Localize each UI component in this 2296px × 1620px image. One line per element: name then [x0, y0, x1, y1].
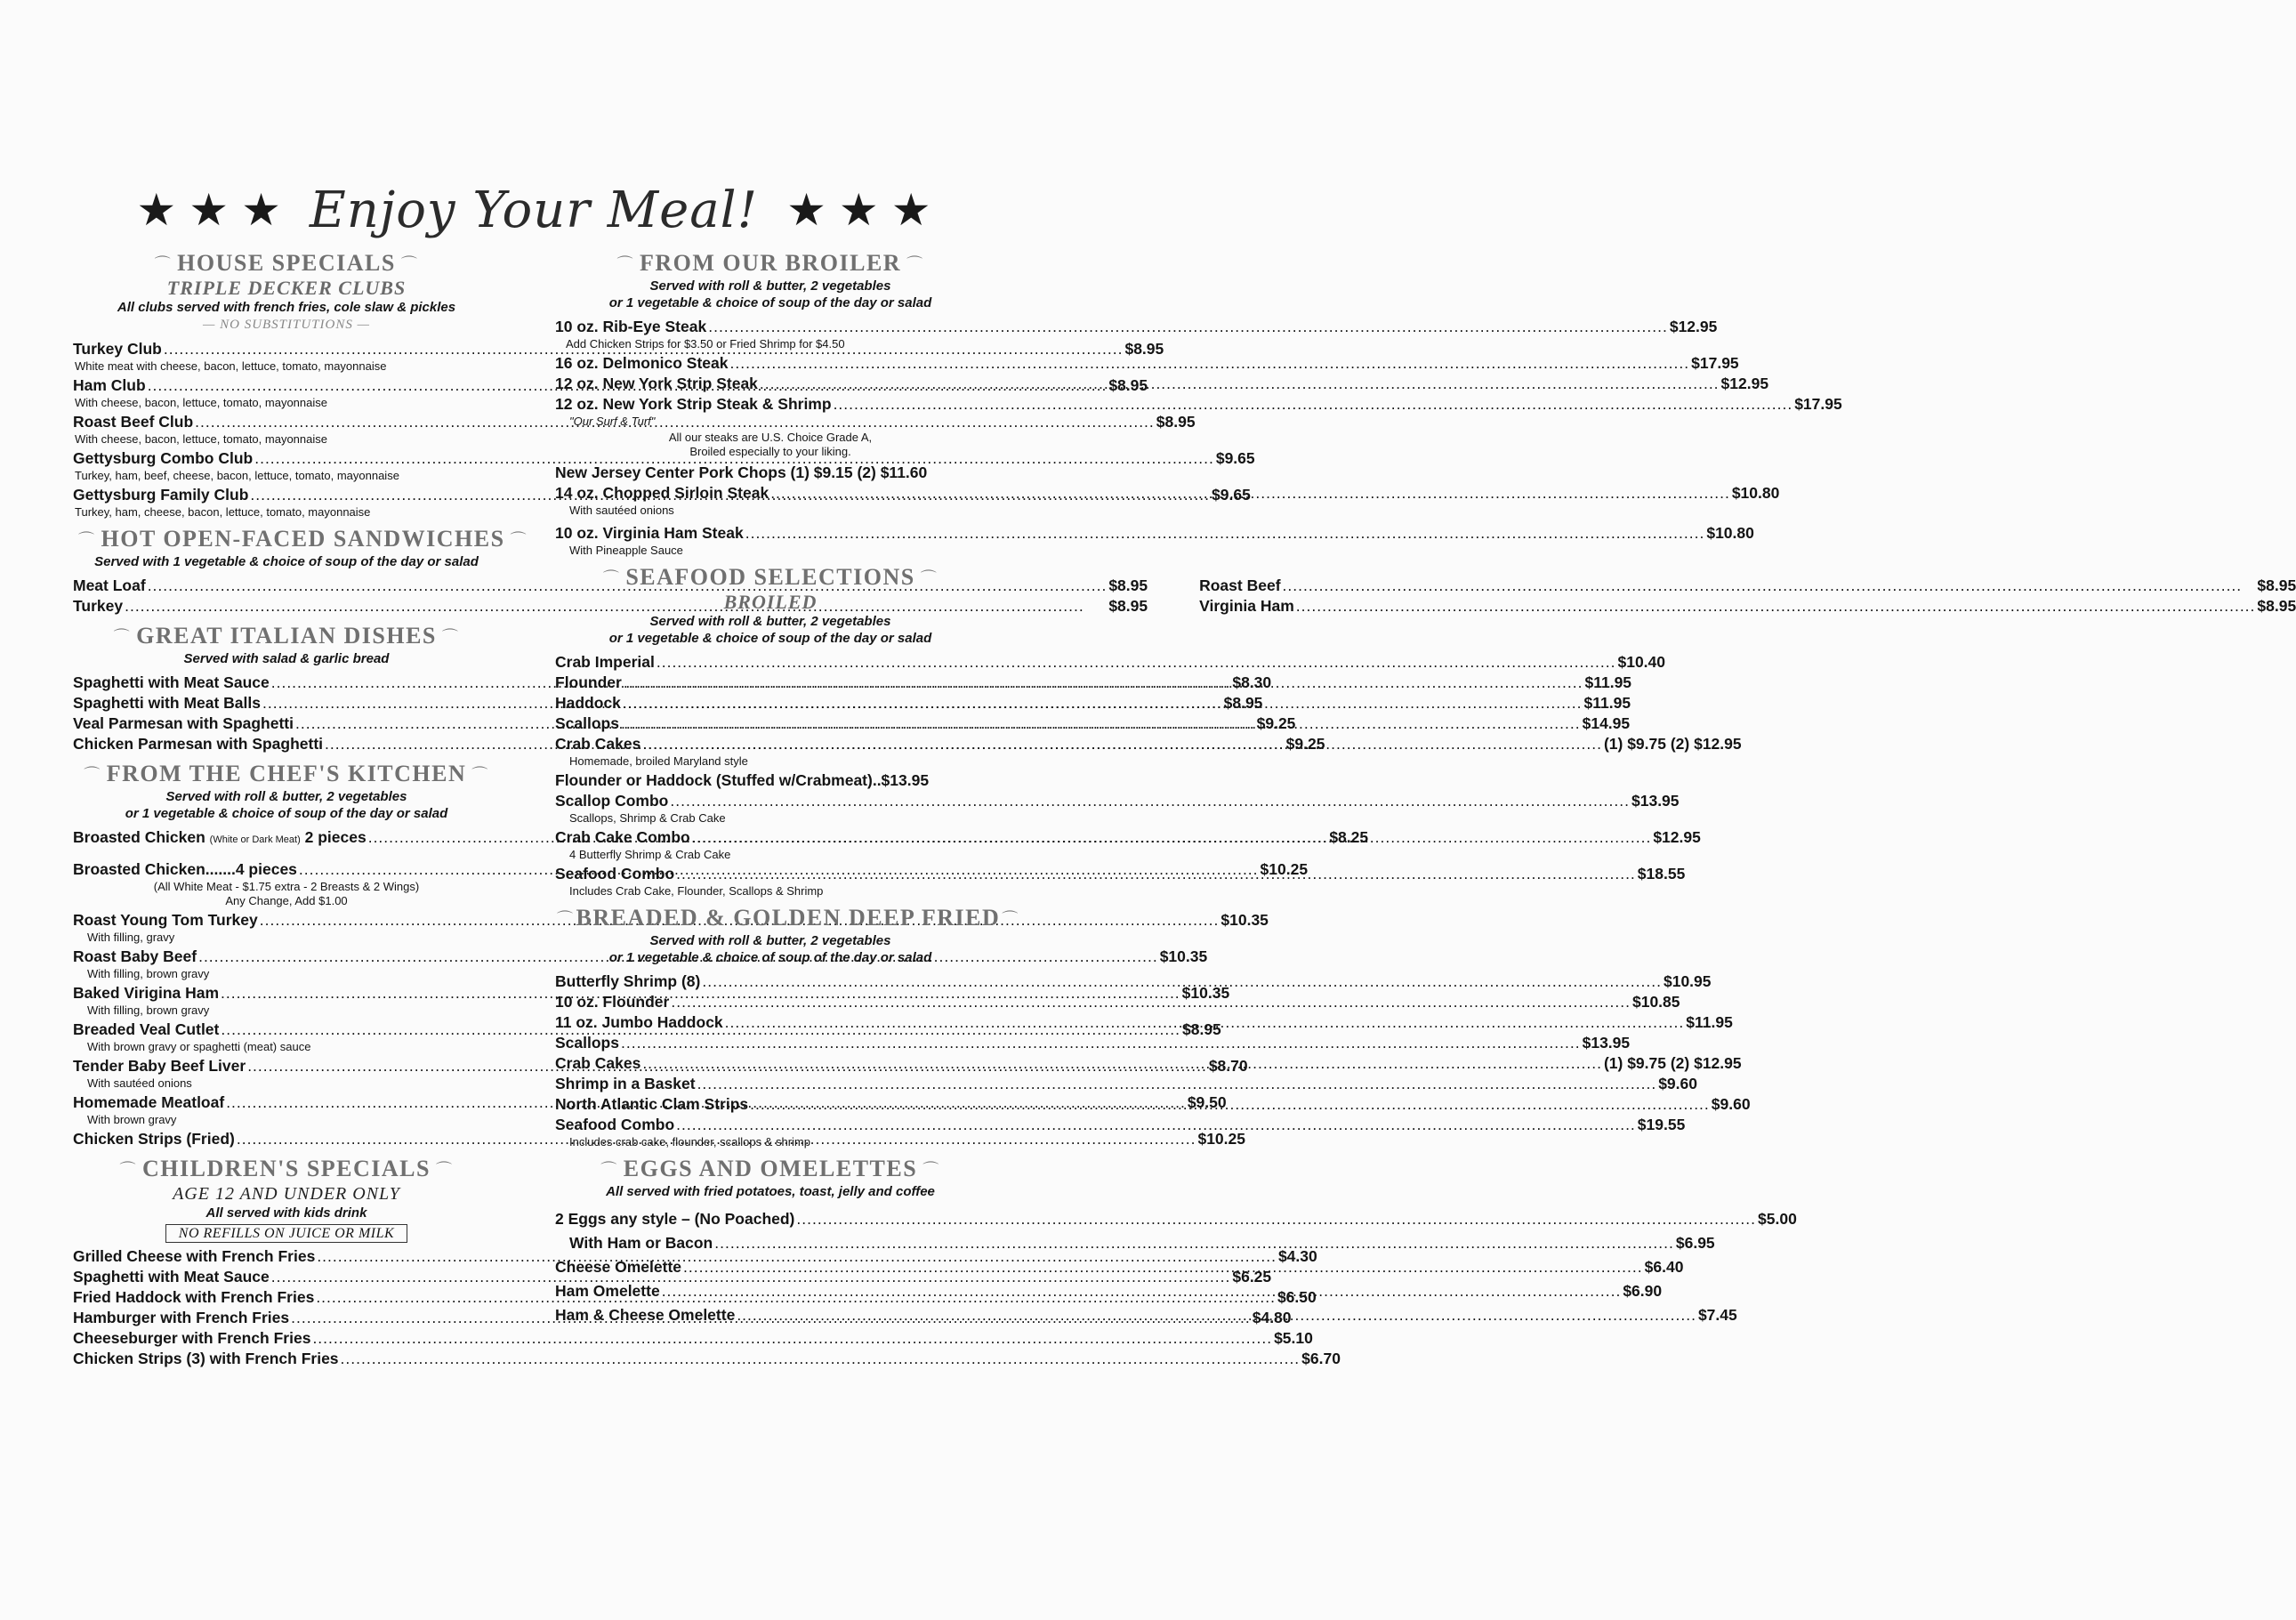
leader-dots	[662, 1281, 1622, 1302]
flourish-left-icon: ⌒	[557, 910, 575, 930]
item-desc-2: Any Change, Add $1.00	[225, 894, 348, 908]
section-title	[555, 1157, 986, 1183]
item-name: Scallop Combo	[555, 792, 669, 810]
item-price: $18.55	[1637, 865, 1686, 883]
flourish-left-icon: ⌒	[84, 766, 101, 786]
banner	[0, 174, 1067, 246]
item-desc: Add Chicken Strips for $3.50 or Fried Shrimp for $4.50	[566, 337, 845, 351]
item-price: $8.95	[2257, 597, 2296, 616]
item-desc: Turkey, ham, beef, cheese, bacon, lettuce, tomato, mayonnaise	[75, 469, 399, 483]
leader-dots	[697, 1074, 1657, 1094]
section-title	[73, 251, 500, 278]
item-price: $8.95	[1108, 376, 1148, 395]
item-price: $10.35	[1181, 984, 1230, 1003]
leader-dots	[341, 1349, 1301, 1369]
item-name: Flounder	[555, 673, 622, 692]
item-price: $12.95	[1720, 375, 1769, 393]
leader-dots	[708, 317, 1668, 337]
item-desc: With sautéed onions	[87, 1076, 192, 1091]
leader-dots	[796, 1209, 1756, 1229]
item-price: $13.95	[1582, 1034, 1631, 1052]
flourish-right-icon: ⌒	[441, 628, 460, 648]
item-desc: Includes Crab Cake, Flounder, Scallops & Shrimp	[569, 884, 824, 899]
menu-item	[555, 770, 986, 791]
item-price: $12.95	[1653, 828, 1701, 847]
section-note-2: or 1 vegetable & choice of soup of the day or salad	[608, 295, 932, 311]
leader-dots	[621, 713, 1581, 734]
section-note: Served with roll & butter, 2 vegetables	[165, 789, 407, 805]
leader-dots	[642, 734, 1602, 754]
section-title	[73, 526, 528, 553]
item-name: 12 oz. New York Strip Steak & Shrimp	[555, 395, 832, 414]
item-name: Haddock	[555, 694, 621, 713]
item-name: New Jersey Center Pork Chops (1) $9.15 (2) $11.60	[555, 463, 928, 482]
item-name: Breaded Veal Cutlet	[73, 1020, 220, 1039]
item-name: Broasted Chicken.......4 pieces	[73, 860, 297, 879]
item-price: (1) $9.75 (2) $12.95	[1603, 1054, 1742, 1073]
star-icon: ★	[890, 184, 931, 236]
menu-item	[1199, 576, 2296, 596]
section-note: Served with roll & butter, 2 vegetables	[649, 933, 891, 949]
item-price: $6.25	[1232, 1268, 1272, 1286]
item-name: North Atlantic Clam Strips	[555, 1095, 749, 1114]
item-name: 16 oz. Delmonico Steak	[555, 354, 729, 373]
item-name: Baked Virigina Ham	[73, 984, 220, 1003]
section-note: All served with fried potatoes, toast, jelly and coffee	[606, 1184, 935, 1200]
item-price: $11.95	[1583, 694, 1631, 713]
item-desc: With sautéed onions	[569, 504, 674, 518]
leader-dots	[745, 523, 1705, 544]
item-name: Hamburger with French Fries	[73, 1309, 290, 1327]
item-pieces: 2 pieces	[304, 828, 367, 847]
leader-dots	[683, 1257, 1643, 1277]
item-name: Crab Cakes	[555, 735, 641, 754]
item-name: Chicken Strips (Fried)	[73, 1130, 235, 1149]
star-icon: ★	[786, 184, 826, 236]
flourish-right-icon: ⌒	[435, 1161, 454, 1181]
item-name: 2 Eggs any style – (No Poached)	[555, 1210, 795, 1229]
item-name: Roast Beef	[1199, 576, 1281, 595]
item-price: (1) $9.75 (2) $12.95	[1603, 735, 1742, 754]
item-name: Cheese Omelette	[555, 1258, 682, 1277]
section-note: Served with roll & butter, 2 vegetables	[649, 614, 891, 630]
item-price: $9.65	[1212, 486, 1251, 504]
leader-dots	[760, 374, 1720, 394]
item-qualifier: (White or Dark Meat)	[209, 834, 301, 846]
item-name: Ham Club	[73, 376, 146, 395]
leader-dots	[834, 394, 1793, 415]
refill-notice-text: NO REFILLS ON JUICE OR MILK	[165, 1224, 407, 1243]
item-name: Roast Beef Club	[73, 413, 194, 431]
item-name: Veal Parmesan with Spaghetti	[73, 714, 294, 733]
leader-dots	[676, 1115, 1636, 1135]
item-name: Spaghetti with Meat Sauce	[73, 1268, 270, 1286]
section-title	[73, 762, 500, 788]
item-price: $6.70	[1301, 1350, 1341, 1368]
menu-item	[555, 1209, 1797, 1229]
section-note-2: or 1 vegetable & choice of soup of the day or salad	[125, 806, 448, 822]
item-price: $13.95	[1631, 792, 1680, 810]
item-name: Meat Loaf	[73, 576, 146, 595]
item-price: $8.30	[1232, 673, 1272, 692]
item-name: Scallops	[555, 1034, 619, 1052]
item-name: Spaghetti with Meat Balls	[73, 694, 261, 713]
item-name: Crab Cakes	[555, 1054, 641, 1073]
item-name: 14 oz. Chopped Sirloin Steak	[555, 484, 769, 503]
section-title-text: GREAT ITALIAN DISHES	[136, 623, 437, 649]
item-name: Fried Haddock with French Fries	[73, 1288, 315, 1307]
item-desc: 4 Butterfly Shrimp & Crab Cake	[569, 848, 731, 862]
flourish-right-icon: ⌒	[1002, 910, 1019, 930]
item-price: $10.95	[1663, 972, 1712, 991]
item-name: Ham & Cheese Omelette	[555, 1306, 736, 1325]
flourish-left-icon: ⌒	[78, 531, 96, 551]
flourish-right-icon: ⌒	[906, 255, 924, 275]
item-desc: Includes crab cake, flounder, scallops & shrimp	[569, 1135, 810, 1149]
section-title-text: EGGS AND OMELETTES	[623, 1156, 918, 1182]
flourish-left-icon: ⌒	[616, 255, 634, 275]
section-title-text: BREADED & GOLDEN DEEP FRIED	[576, 905, 1001, 931]
item-name: 10 oz. Flounder	[555, 993, 670, 1011]
item-name: Scallops	[555, 714, 619, 733]
item-name: Ham Omelette	[555, 1282, 660, 1301]
item-price: $6.90	[1623, 1282, 1663, 1301]
leader-dots	[671, 992, 1631, 1012]
leader-dots	[623, 693, 1583, 713]
leader-dots	[725, 1012, 1685, 1033]
section-title-text: SEAFOOD SELECTIONS	[625, 564, 915, 591]
item-desc: With cheese, bacon, lettuce, tomato, mayonnaise	[75, 396, 327, 410]
item-price: $9.60	[1658, 1075, 1697, 1093]
leader-dots	[702, 971, 1662, 992]
section-subtitle: TRIPLE DECKER CLUBS	[166, 277, 407, 300]
section-title	[555, 565, 986, 592]
star-icon: ★	[136, 184, 177, 236]
item-price: $10.40	[1617, 653, 1666, 672]
leader-dots	[770, 483, 1730, 504]
item-desc: "Our Surf & Turf"	[569, 415, 656, 429]
menu-item	[73, 1246, 1317, 1267]
item-price: $9.50	[1187, 1093, 1227, 1112]
leader-dots	[1296, 596, 2256, 617]
item-name: Homemade Meatloaf	[73, 1093, 225, 1112]
leader-dots	[750, 1094, 1710, 1115]
menu-item	[73, 1349, 1341, 1369]
item-desc: With filling, brown gravy	[87, 967, 210, 981]
item-desc: With filling, brown gravy	[87, 1003, 210, 1018]
refill-notice	[73, 1224, 500, 1243]
menu-item	[555, 523, 1754, 558]
item-price: $5.00	[1758, 1210, 1797, 1229]
menu-item	[555, 652, 1666, 673]
leader-dots	[730, 353, 1690, 374]
steak-note-2: Broiled especially to your liking.	[689, 445, 851, 459]
item-name: Crab Imperial	[555, 653, 655, 672]
item-desc: With brown gravy or spaghetti (meat) sauce	[87, 1040, 311, 1054]
flourish-left-icon: ⌒	[119, 1161, 137, 1181]
leader-dots	[642, 1053, 1602, 1074]
section-note-substitutions: — NO SUBSTITUTIONS —	[203, 318, 370, 333]
item-price: $14.95	[1582, 714, 1631, 733]
item-price: $4.30	[1277, 1247, 1317, 1266]
item-price: $10.85	[1631, 993, 1680, 1011]
item-price: $10.35	[1159, 947, 1208, 966]
flourish-left-icon: ⌒	[600, 1161, 618, 1181]
section-title	[555, 251, 986, 278]
item-price: $10.35	[1221, 911, 1269, 930]
item-price: $8.95	[1108, 597, 1148, 616]
item-price: $6.40	[1644, 1258, 1684, 1277]
leader-dots	[737, 1305, 1696, 1326]
item-desc: With cheese, bacon, lettuce, tomato, mayonnaise	[75, 432, 327, 447]
item-price: $11.95	[1686, 1013, 1733, 1032]
item-price: $9.25	[1285, 735, 1325, 754]
item-price: $8.70	[1208, 1057, 1248, 1076]
item-name: Chicken Parmesan with Spaghetti	[73, 735, 324, 754]
item-price: $7.45	[1697, 1306, 1737, 1325]
item-desc: (All White Meat - $1.75 extra - 2 Breasts & 2 Wings)	[153, 880, 420, 894]
item-price: $8.95	[1223, 694, 1263, 713]
item-price: $9.65	[1215, 449, 1255, 468]
leader-dots	[657, 652, 1616, 673]
item-name: Grilled Cheese with French Fries	[73, 1247, 316, 1266]
section-subtitle: AGE 12 AND UNDER ONLY	[173, 1184, 400, 1205]
item-price: $8.95	[1108, 576, 1148, 595]
item-price: $4.80	[1252, 1309, 1292, 1327]
star-icon: ★	[241, 184, 281, 236]
menu-item	[555, 971, 1712, 992]
item-name-main: Broasted Chicken	[73, 828, 205, 847]
item-price: $5.10	[1274, 1329, 1313, 1348]
menu-item	[555, 1074, 1697, 1094]
section-note: Served with 1 vegetable & choice of soup of the day or salad	[94, 554, 479, 570]
item-name: Seafood Combo	[555, 1116, 675, 1134]
section-title-text: HOUSE SPECIALS	[177, 250, 396, 276]
item-name: Chicken Strips (3) with French Fries	[73, 1350, 339, 1368]
item-name: Virginia Ham	[1199, 597, 1294, 616]
menu-item	[1199, 596, 2296, 617]
item-name: Spaghetti with Meat Sauce	[73, 673, 270, 692]
item-price: $8.25	[1329, 828, 1369, 847]
section-title	[73, 1157, 500, 1183]
section-note-2: or 1 vegetable & choice of soup of the day or salad	[608, 631, 932, 647]
item-name: Roast Young Tom Turkey	[73, 911, 258, 930]
item-name: Cheeseburger with French Fries	[73, 1329, 311, 1348]
section-subtitle: BROILED	[723, 591, 818, 614]
flourish-right-icon: ⌒	[920, 569, 939, 589]
steak-note: All our steaks are U.S. Choice Grade A,	[668, 431, 873, 445]
item-name: Seafood Combo	[555, 865, 675, 883]
item-name	[73, 827, 367, 850]
section-title-text: FROM THE CHEF'S KITCHEN	[106, 761, 467, 787]
menu-item	[73, 1328, 1313, 1349]
item-name: Gettysburg Combo Club	[73, 449, 254, 468]
section-title	[555, 905, 1019, 932]
item-price: $8.95	[1124, 340, 1164, 359]
item-desc: Homemade, broiled Maryland style	[569, 754, 748, 769]
item-price: $8.95	[2257, 576, 2296, 595]
item-name: Butterfly Shrimp (8)	[555, 972, 701, 991]
leader-dots	[692, 827, 1652, 848]
item-name: 12 oz. New York Strip Steak	[555, 375, 758, 393]
section-note: All clubs served with french fries, cole slaw & pickles	[117, 300, 456, 316]
item-name: With Ham or Bacon	[569, 1234, 713, 1253]
item-price: $9.60	[1711, 1095, 1751, 1114]
item-name: Flounder or Haddock (Stuffed w/Crabmeat)..$13.95	[555, 771, 930, 790]
section-note: All served with kids drink	[205, 1205, 367, 1221]
item-name: Gettysburg Family Club	[73, 486, 249, 504]
star-icon: ★	[838, 184, 879, 236]
item-name: Crab Cake Combo	[555, 828, 690, 847]
section-note: Served with roll & butter, 2 vegetables	[649, 278, 891, 294]
item-price: $6.50	[1277, 1288, 1317, 1307]
item-name: Turkey Club	[73, 340, 162, 359]
menu-item	[555, 1033, 1631, 1053]
item-price: $10.25	[1260, 860, 1309, 879]
item-desc: With filling, gravy	[87, 931, 175, 945]
leader-dots	[1283, 576, 2256, 596]
item-name: Roast Baby Beef	[73, 947, 197, 966]
item-desc: With Pineapple Sauce	[569, 544, 683, 558]
banner-title: Enjoy Your Meal!	[309, 181, 759, 239]
leader-dots	[676, 864, 1636, 884]
item-name: 10 oz. Rib-Eye Steak	[555, 318, 707, 336]
item-price: $6.95	[1675, 1234, 1715, 1253]
menu-item	[555, 1233, 1715, 1253]
menu-item	[555, 353, 1739, 374]
flourish-right-icon: ⌒	[922, 1161, 940, 1181]
item-name: Tender Baby Beef Liver	[73, 1057, 246, 1076]
flourish-left-icon: ⌒	[154, 255, 173, 275]
section-title-text: FROM OUR BROILER	[639, 250, 902, 276]
leader-dots	[624, 673, 1583, 693]
menu-item	[555, 463, 986, 483]
item-price: $10.80	[1706, 524, 1754, 543]
item-name: 10 oz. Virginia Ham Steak	[555, 524, 744, 543]
section-title-text: HOT OPEN-FACED SANDWICHES	[101, 526, 505, 552]
item-price: $17.95	[1691, 354, 1739, 373]
section-note: Served with salad & garlic bread	[183, 651, 390, 667]
item-price: $12.95	[1669, 318, 1718, 336]
item-price: $10.25	[1197, 1130, 1245, 1149]
item-name: Shrimp in a Basket	[555, 1075, 696, 1093]
section-title-text: CHILDREN'S SPECIALS	[142, 1156, 431, 1182]
item-price: $19.55	[1637, 1116, 1686, 1134]
item-price: $10.80	[1731, 484, 1780, 503]
flourish-right-icon: ⌒	[510, 531, 528, 551]
flourish-left-icon: ⌒	[113, 628, 132, 648]
item-price: $9.25	[1256, 714, 1296, 733]
item-price: $8.95	[1182, 1020, 1221, 1039]
section-title	[73, 624, 500, 650]
item-name: 11 oz. Jumbo Haddock	[555, 1013, 723, 1032]
item-name: Turkey	[73, 597, 124, 616]
item-desc: Turkey, ham, cheese, bacon, lettuce, tomato, mayonnaise	[75, 505, 371, 520]
item-price: $11.95	[1584, 673, 1632, 692]
flourish-left-icon: ⌒	[602, 569, 621, 589]
leader-dots	[714, 1233, 1674, 1253]
item-desc: Scallops, Shrimp & Crab Cake	[569, 811, 726, 826]
item-desc: White meat with cheese, bacon, lettuce, tomato, mayonnaise	[75, 359, 387, 374]
section-note-2: or 1 vegetable & choice of soup of the day or salad	[608, 950, 932, 966]
item-desc: With brown gravy	[87, 1113, 177, 1127]
item-price: $17.95	[1794, 395, 1842, 414]
leader-dots	[670, 791, 1630, 811]
star-icon: ★	[189, 184, 230, 236]
flourish-right-icon: ⌒	[400, 255, 419, 275]
flourish-right-icon: ⌒	[471, 766, 489, 786]
item-price: $8.95	[1156, 413, 1196, 431]
leader-dots	[621, 1033, 1581, 1053]
menu-item	[555, 791, 1680, 826]
